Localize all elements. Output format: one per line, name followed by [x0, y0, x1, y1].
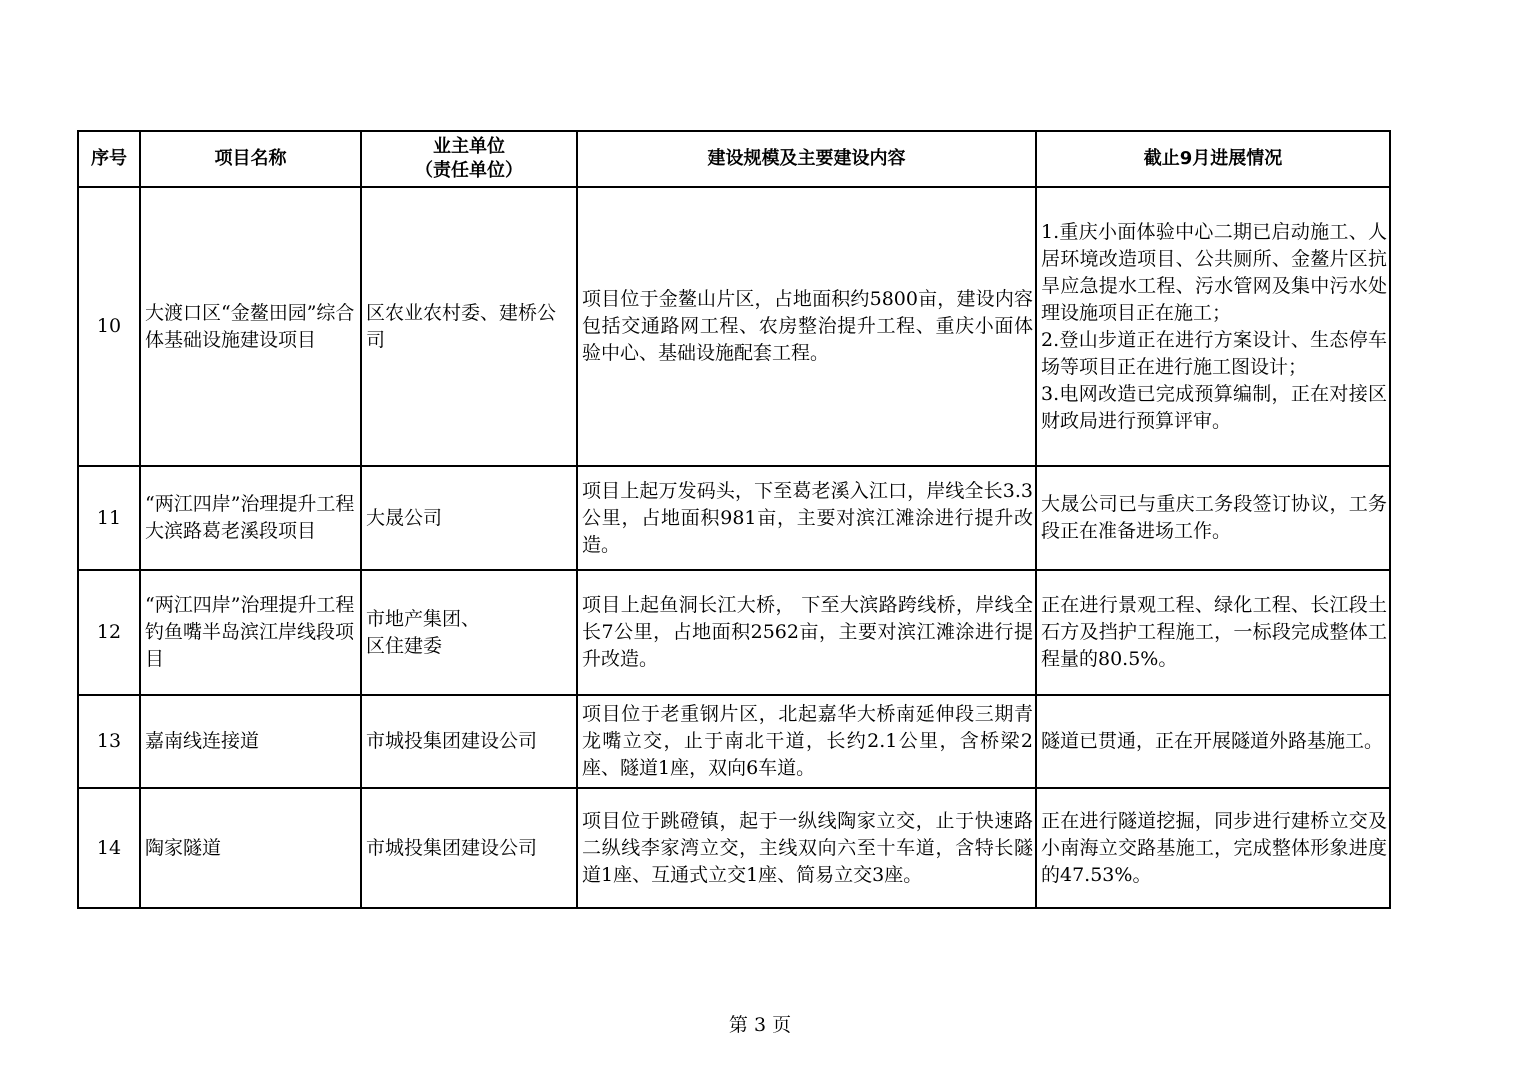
row-no: 13: [78, 695, 140, 788]
project-progress-table: [77, 130, 1391, 909]
row-progress-line: 大晟公司已与重庆工务段签订协议，工务段正在准备进场工作。: [1041, 493, 1387, 542]
header-progress: 截止9月进展情况: [1036, 131, 1390, 187]
row-owner: [361, 788, 577, 908]
row-owner: [361, 570, 577, 695]
row-scope: 项目上起鱼洞长江大桥， 下至大滨路跨线桥，岸线全长7公里，占地面积2562亩，主要对滨江滩涂进行提升改造。: [577, 570, 1036, 695]
table-row: [78, 570, 1390, 695]
row-progress-line: 正在进行隧道挖掘，同步进行建桥立交及小南海立交路基施工，完成整体形象进度的47.53%。: [1041, 809, 1387, 886]
row-name: “两江四岸”治理提升工程钓鱼嘴半岛滨江岸线段项目: [140, 570, 361, 695]
row-progress-line: 3.电网改造已完成预算编制，正在对接区财政局进行预算评审。: [1041, 382, 1387, 432]
row-progress: [1036, 466, 1390, 570]
row-name: 嘉南线连接道: [140, 695, 361, 788]
row-no: 12: [78, 570, 140, 695]
table-row: [78, 695, 1390, 788]
row-no: 14: [78, 788, 140, 908]
header-owner-line1: 业主单位: [433, 136, 505, 157]
row-name: 大渡口区“金鳌田园”综合体基础设施建设项目: [140, 187, 361, 466]
row-progress-line: 正在进行景观工程、绿化工程、长江段土石方及挡护工程施工，一标段完成整体工程量的80.5%。: [1041, 594, 1387, 670]
row-progress: [1036, 187, 1390, 466]
row-no: 11: [78, 466, 140, 570]
row-progress-line: 隧道已贯通，正在开展隧道外路基施工。: [1041, 730, 1384, 752]
row-no: 10: [78, 187, 140, 466]
row-scope: 项目位于老重钢片区，北起嘉华大桥南延伸段三期青龙嘴立交，止于南北干道，长约2.1公里，含桥梁2座、隧道1座，双向6车道。: [577, 695, 1036, 788]
table-row: [78, 466, 1390, 570]
table-row: [78, 187, 1390, 466]
header-owner: [361, 131, 577, 187]
row-owner-line: 市城投集团建设公司: [366, 836, 538, 859]
row-progress-line: 1.重庆小面体验中心二期已启动施工、人居环境改造项目、公共厕所、金鳌片区抗旱应急提水工程、污水管网及集中污水处理设施项目正在施工；: [1041, 220, 1387, 324]
page-number: 第 3 页: [728, 1014, 792, 1036]
row-scope: 项目上起万发码头，下至葛老溪入江口，岸线全长3.3公里，占地面积981亩，主要对滨江滩涂进行提升改造。: [577, 466, 1036, 570]
row-progress: [1036, 570, 1390, 695]
header-name: 项目名称: [140, 131, 361, 187]
row-progress-line: 2.登山步道正在进行方案设计、生态停车场等项目正在进行施工图设计；: [1041, 328, 1387, 378]
row-progress: [1036, 695, 1390, 788]
header-owner-line2: （责任单位）: [415, 160, 523, 181]
row-owner: [361, 466, 577, 570]
header-scope: 建设规模及主要建设内容: [577, 131, 1036, 187]
row-owner-line: 大晟公司: [366, 506, 443, 529]
row-scope: 项目位于跳磴镇，起于一纵线陶家立交，止于快速路二纵线李家湾立交，主线双向六至十车道，含特长隧道1座、互通式立交1座、简易立交3座。: [577, 788, 1036, 908]
row-owner-line: 区住建委: [366, 634, 443, 657]
row-scope: 项目位于金鳌山片区，占地面积约5800亩，建设内容包括交通路网工程、农房整治提升工程、重庆小面体验中心、基础设施配套工程。: [577, 187, 1036, 466]
row-owner-line: 区农业农村委、建桥公司: [366, 301, 557, 351]
header-no: 序号: [78, 131, 140, 187]
table-row: [78, 788, 1390, 908]
row-owner: [361, 695, 577, 788]
row-name: 陶家隧道: [140, 788, 361, 908]
row-owner-line: 市地产集团、: [366, 607, 481, 630]
row-name: “两江四岸”治理提升工程大滨路葛老溪段项目: [140, 466, 361, 570]
row-owner: [361, 187, 577, 466]
row-progress: [1036, 788, 1390, 908]
row-owner-line: 市城投集团建设公司: [366, 730, 538, 752]
table-header-row: [78, 131, 1390, 187]
